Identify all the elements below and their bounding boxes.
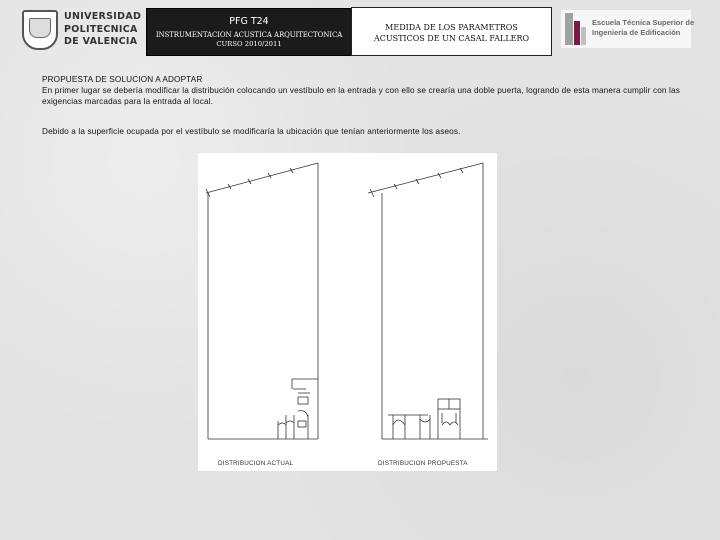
university-name-line-1: UNIVERSIDAD: [64, 11, 142, 22]
school-name-line-2: Ingeniería de Edificación: [592, 28, 681, 37]
school-name: [592, 18, 694, 38]
floor-plans-svg: [198, 153, 497, 471]
proposal-paragraph-1: En primer lugar se debería modificar la distribución colocando un vestíbulo en la entrada y con ello se crearía una doble puerta, logrando de esta manera cumplir con las exigencias marcadas para la entrada al local.: [42, 86, 680, 107]
document-title-line-2: ACUSTICOS DE UN CASAL FALLERO: [373, 34, 530, 43]
project-header-box: [146, 8, 352, 56]
project-course: CURSO 2010/2011: [216, 40, 282, 48]
proposal-paragraph-2: Debido a la superficie ocupada por el vestíbulo se modificaría la ubicación que tenían anteriormente los aseos.: [42, 127, 461, 136]
school-logo: [561, 10, 695, 48]
university-name-line-2: POLITECNICA: [64, 23, 138, 35]
university-shield-icon: [22, 10, 58, 50]
caption-current-distribution: DISTRIBUCION ACTUAL: [218, 460, 294, 467]
document-title-box: [351, 7, 552, 56]
project-subject: INSTRUMENTACION ACUSTICA ARQUITECTONICA: [155, 31, 343, 39]
university-name-line-3: DE VALENCIA: [64, 36, 138, 47]
proposal-text: [42, 74, 682, 108]
university-logo: [22, 10, 142, 52]
document-title-line-1: MEDIDA DE LOS PARAMETROS: [385, 23, 518, 32]
project-code: PFG T24: [229, 16, 269, 27]
plan-current: [206, 163, 318, 439]
caption-proposed-distribution: DISTRIBUCION PROPUESTA: [378, 460, 468, 467]
school-name-line-1: Escuela Técnica Superior de: [592, 18, 695, 27]
plan-proposed: [368, 163, 488, 439]
proposal-heading: PROPUESTA DE SOLUCION A ADOPTAR: [42, 75, 203, 84]
school-mark-icon: [565, 13, 587, 45]
university-name: [64, 11, 141, 49]
floor-plan-drawing: [198, 153, 497, 471]
